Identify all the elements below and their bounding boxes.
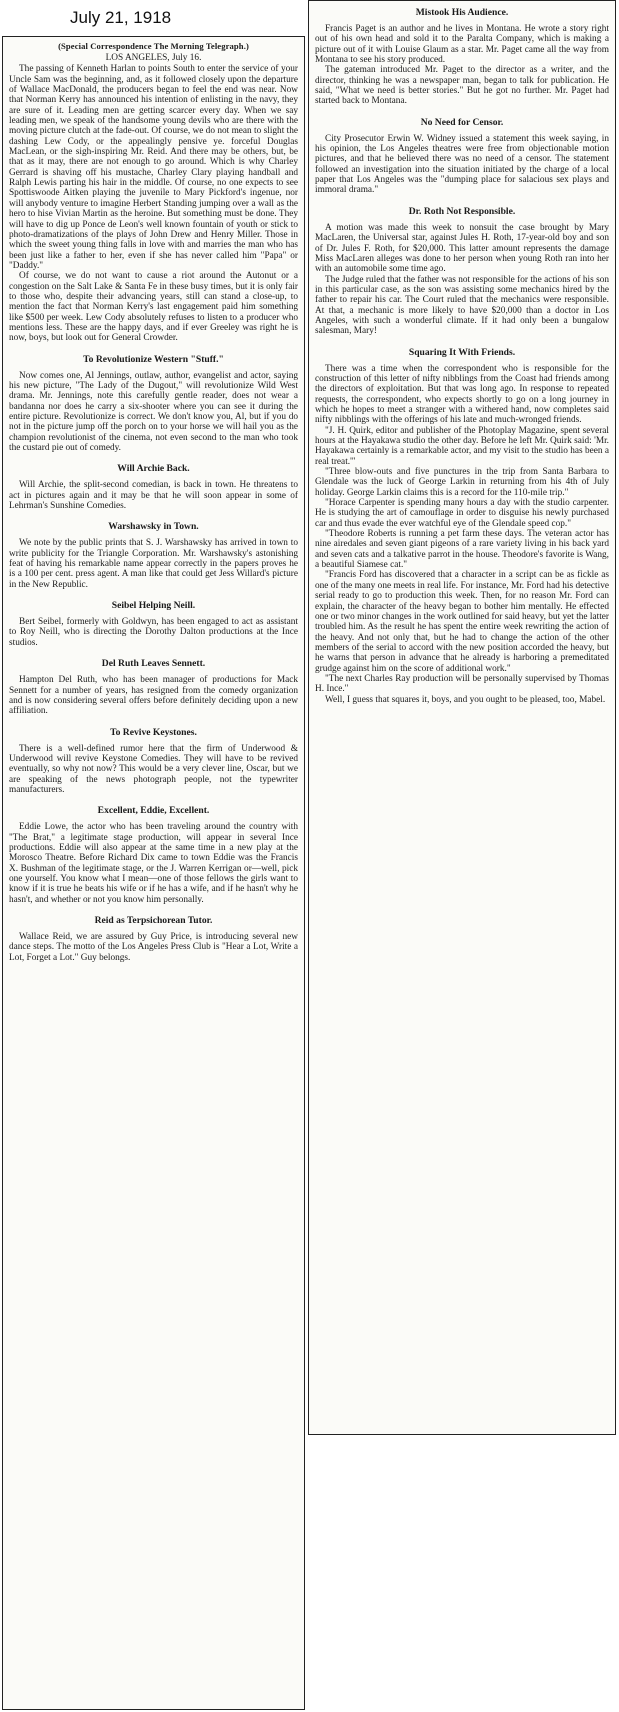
article-paragraph: "The next Charles Ray production will be personally supervised by Thomas H. Ince." <box>315 673 609 695</box>
article-paragraph: The gateman introduced Mr. Paget to the director as a writer, and the director, thinking he was a newspaper man, began to talk for publication. He said, "What we need is better stories." But he got no further. Mr. Paget had started back to Montana. <box>315 65 609 107</box>
right-section <box>315 7 609 107</box>
intro-paragraphs <box>9 64 298 343</box>
article-paragraph: Wallace Reid, we are assured by Guy Price, is introducing several new dance steps. The motto of the Los Angeles Press Club is "Hear a Lot, Write a Lot, Forget a Lot." Guy belongs. <box>9 932 298 963</box>
article-paragraph: A motion was made this week to nonsuit the case brought by Mary MacLaren, the Universal star, against Jules H. Roth, 17-year-old boy and son of Dr. Jules F. Roth, for $20,000. This latter amount represents the damage Miss MacLaren alleges was done to her person when young Roth ran into her with an automobile some time ago. <box>315 222 609 275</box>
section-heading: Seibel Helping Neill. <box>111 600 196 612</box>
right-section <box>315 206 609 337</box>
section-heading: Squaring It With Friends. <box>408 346 516 358</box>
section-heading: Del Ruth Leaves Sennett. <box>101 658 206 670</box>
intro-paragraph: Of course, we do not want to cause a riot around the Autonut or a congestion on the Salt Lake & Santa Fe in these busy times, but it is only fair to those who, despite their advancing years, still can stand a close-up, to mention the fact that Norman Kerry's last engagement paid him something like $500 per week. Lew Cody absolutely refuses to listen to a producer who mentions less. These are the happy days, and if ever Greeley was right he is now, boys, but look out for General Crowder. <box>9 271 298 344</box>
article-paragraph: "Three blow-outs and five punctures in the trip from Santa Barbara to Glendale was the luck of George Larkin in returning from his 4th of July holiday. George Larkin claims this is a record for the 110-mile trip." <box>315 467 609 498</box>
left-section <box>9 727 298 796</box>
left-section <box>9 915 298 963</box>
right-clipping-column <box>308 0 616 1435</box>
left-sections <box>9 354 298 963</box>
article-paragraph: "Francis Ford has discovered that a character in a script can be as fickle as one of the many one meets in real life. For instance, Mr. Ford had his detective serial ready to go to production this week. Then, for no reason Mr. Ford can explain, the character of the heavy began to bother him mentally. He effected one or two minor changes in the work outlined for said heavy, but yet the latter troubled him. As the result he has spent the entire week rewriting the action of the heavy. And not only that, but he had to change the action of the other members of the serial to accord with the new position accorded the heavy, but he warns that person in advance that he already is harboring a premeditated grudge against him on the score of additional work." <box>315 570 609 674</box>
article-paragraph: There is a well-defined rumor here that the firm of Underwood & Underwood will revive Keystone Comedies. They will have to be revived eventually, so why not now? This would be a very clever line, Oscar, but we are speaking of the news photograph people, not the typewriter manufacturers. <box>9 743 298 795</box>
left-section <box>9 805 298 905</box>
section-heading: Mistook His Audience. <box>415 7 509 18</box>
right-sections <box>315 7 609 705</box>
article-paragraph: We note by the public prints that S. J. Warshawsky has arrived in town to write publicity for the Triangle Corporation. Mr. Warshawsky's astonishing feat of having his remarkable name appear correctly in the papers proves he is a 100 per cent. press agent. A man like that could get Jess Willard's picture in the New Republic. <box>9 538 298 590</box>
intro-paragraph: The passing of Kenneth Harlan to points South to enter the service of your Uncle Sam was the beginning, and, as it followed closely upon the departure of Wallace MacDonald, the producers began to feel the end was near. Now that Norman Kerry has announced his intention of enlisting in the navy, they are sure of it. Leading men are getting scarcer every day. When we say leading men, we speak of the handsome young devils who are there with the moving picture clutch at the fade-out. Of course, we do not mean to slight the dashing Lew Cody, or the appealingly pensive ye. forceful Douglas MacLean, or the sigh-inspiring Mr. Reid. And there may be others, but, be that as it may, there are not enough to go around. Which is why Charley Gerrard is shaving off his mustache, Charley Clary playing handball and Ralph Lewis parting his hair in the middle. Of course, no one expects to see Spottiswoode Aitken playing the juvenile to Mary Pickford's ingenue, nor will anybody venture to imagine Herbert Standing jumping over a wall as the hero to hise Vivian Martin as the heroine. But something must be done. They will have to dig up Ponce de Leon's well known fountain of youth or stick to photo-dramatizations of the plays of John Drew and Henry Miller. Those in which the sweet young thing falls in love with and marries the man who has been just like a father to her, even if she has never called him "Papa" or "Daddy." <box>9 64 298 271</box>
left-section <box>9 354 298 454</box>
left-section <box>9 463 298 511</box>
article-paragraph: Will Archie, the split-second comedian, is back in town. He threatens to act in pictures again and it may be that he will soon appear in some of Lehrman's Sunshine Comedies. <box>9 480 298 512</box>
article-paragraph: "Horace Carpenter is spending many hours a day with the studio carpenter. He is studying the art of camouflage in order to disguise his newly purchased car and thus evade the ever watchful eye of the Glendale speed cop." <box>315 498 609 529</box>
right-section <box>315 347 609 705</box>
section-heading: No Need for Censor. <box>420 116 504 128</box>
article-paragraph: City Prosecutor Erwin W. Widney issued a statement this week saying, in his opinion, the Los Angeles theatres were free from objectionable motion pictures, and that he believed there was no need of a censor. The statement followed an investigation into the situation initiated by the charge of a local paper that Los Angeles was the "dumping place for salacious sex plays and immoral drama." <box>315 133 609 196</box>
dateline-text: LOS ANGELES, July 16. <box>105 53 202 63</box>
correspondence-credit: (Special Correspondence The Morning Telegraph.) <box>58 41 249 51</box>
clipping-date: July 21, 1918 <box>70 8 172 27</box>
section-heading: To Revolutionize Western "Stuff." <box>83 353 224 365</box>
section-heading: Reid as Terpsichorean Tutor. <box>94 915 213 926</box>
section-heading: To Revive Keystones. <box>110 726 197 738</box>
article-paragraph: "J. H. Quirk, editor and publisher of the Photoplay Magazine, spent several hours at the Hayakawa studio the other day. Before he left Mr. Quirk said: 'Mr. Hayakawa certainly is a remarkable actor, and my visit to the studio has been a real treat.'" <box>315 425 609 467</box>
left-section <box>9 521 298 590</box>
article-paragraph: Hampton Del Ruth, who has been manager of productions for Mack Sennett for a number of years, has resigned from the comedy organization and is now considering several offers before definitely deciding upon a new affiliation. <box>9 675 298 717</box>
left-section <box>9 600 298 648</box>
article-paragraph: There was a time when the correspondent who is responsible for the construction of this letter of nifty nibblings from the Coast had friends among the directors of exploitation. But that was long ago. In response to repeated requests, the correspondent, who expects shortly to go on a long journey in which he hopes to meet a stranger with a withered hand, now completes said nifty nibblings with the offerings of his late and much-wronged friends. <box>315 363 609 426</box>
left-clipping-column <box>2 36 305 1710</box>
section-heading: Warshawsky in Town. <box>108 521 199 533</box>
dateline <box>9 53 298 63</box>
left-section <box>9 658 298 716</box>
section-heading: Excellent, Eddie, Excellent. <box>97 805 210 817</box>
article-paragraph: Bert Seibel, formerly with Goldwyn, has been engaged to act as assistant to Roy Neill, who is directing the Dorothy Dalton productions at the Ince studios. <box>9 617 298 648</box>
article-paragraph: Francis Paget is an author and he lives in Montana. He wrote a story right out of his own head and sold it to the Paralta Company, which is making a picture out of it with Louise Glaum as a star. Mr. Paget came all the way from Montana to see his story produced. <box>315 24 609 66</box>
article-paragraph: "Theodore Roberts is running a pet farm these days. The veteran actor has nine airedales and seven giant pigeons of a rare variety living in his back yard and seven cats and a talkative parrot in the house. Theodore's favorite is Wang, a beautiful Siamese cat." <box>315 529 609 571</box>
article-paragraph: Well, I guess that squares it, boys, and you ought to be pleased, too, Mabel. <box>325 694 606 705</box>
article-paragraph: Now comes one, Al Jennings, outlaw, author, evangelist and actor, saying his new picture, "The Lady of the Dugout," will revolutionize Wild West drama. Mr. Jennings, note this carefully gentle reader, does not wear a bandanna nor does he carry a six-shooter where you can see it during the entire picture. Revolutionize is correct. We don't know you, Al, but if you do not in the picture jump off the porch on to your horse we will hail you as the champion revolutionist of the cinema, not even second to the man who took the custard pie out of comedy. <box>9 370 298 454</box>
article-paragraph: The Judge ruled that the father was not responsible for the actions of his son in this particular case, as the son was assisting some mechanics hired by the father to repair his car. The Court ruled that the mechanics were responsible. At that, a mechanic is more likely to have $20,000 than a doctor in Los Angeles, with such a wonderful climate. If it had only been a bungalow salesman, Mary! <box>315 274 609 337</box>
section-heading: Will Archie Back. <box>117 463 190 475</box>
right-section <box>315 117 609 196</box>
section-heading: Dr. Roth Not Responsible. <box>408 205 516 217</box>
article-paragraph: Eddie Lowe, the actor who has been traveling around the country with "The Brat," a legitimate stage production, will appear in several Ince productions. Eddie will also appear at the same time in a new play at the Morosco Theatre. Before Richard Dix came to town Eddie was the Francis X. Bushman of the legitimate stage, or the J. Warren Kerrigan or—well, pick one yourself. You know what I mean—one of those fellows the girls want to know if it is true he beats his wife or if he has a wife, and if he hasn't why he hasn't, and whether or not you know him personally. <box>9 822 298 905</box>
